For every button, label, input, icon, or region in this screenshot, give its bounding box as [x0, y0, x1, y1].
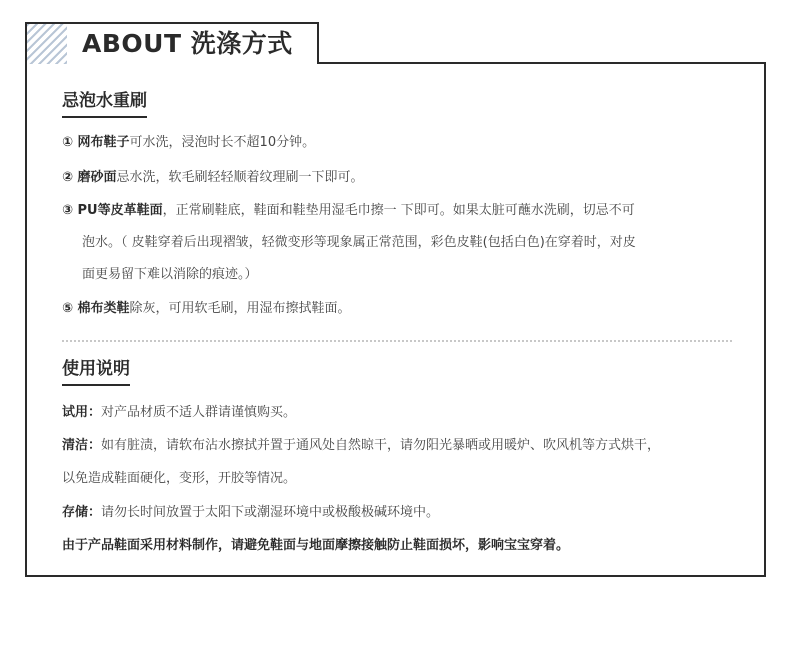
page-title: ABOUT 洗涤方式 — [82, 29, 293, 58]
text-line — [62, 300, 351, 318]
text-line-rest: 请勿长时间放置于太阳下或潮湿环境中或极酸极碱环境中。 — [101, 505, 440, 520]
text-line: 以免造成鞋面硬化，变形，开胶等情况。 — [62, 471, 297, 486]
content-box — [25, 62, 766, 577]
text-line-bold: 试用： — [62, 405, 102, 420]
text-line — [62, 437, 660, 455]
text-line-bold: ① 网布鞋子 — [62, 135, 130, 150]
text-line-rest: 对产品材质不适人群请谨慎购买。 — [101, 405, 297, 420]
text-line-rest: 除灰，可用软毛刷，用湿布擦拭鞋面。 — [129, 301, 351, 316]
header-tab — [25, 22, 319, 64]
text-line-bold: ⑤ 棉布类鞋 — [62, 301, 130, 316]
text-line: 泡水。（ 皮鞋穿着后出现褶皱，轻微变形等现象属正常范围，彩色皮鞋(包括白色)在穿着时，对皮 — [82, 235, 636, 250]
text-line-rest: 忌水洗，软毛刷轻轻顺着纹理刷一下即可。 — [116, 170, 364, 185]
text-line — [62, 169, 364, 187]
text-line-notice — [62, 537, 569, 555]
text-line — [62, 202, 635, 220]
text-line-rest: 可水洗，浸泡时长不超10分钟。 — [129, 135, 316, 150]
decorative-stripes — [27, 24, 67, 64]
section-title-usage: 使用说明 — [62, 358, 130, 386]
section-title-washing: 忌泡水重刷 — [62, 90, 147, 118]
text-line-bold: 存储： — [62, 505, 102, 520]
text-line — [62, 134, 315, 152]
text-line — [62, 504, 439, 522]
dotted-divider — [62, 340, 732, 342]
text-line-bold: ③ PU等皮革鞋面 — [62, 203, 163, 218]
text-line-bold: 清洁： — [62, 438, 102, 453]
text-line — [62, 404, 296, 422]
text-line-bold: ② 磨砂面 — [62, 170, 117, 185]
text-line-rest: ，正常刷鞋底，鞋面和鞋垫用湿毛巾擦一 下即可。如果太脏可蘸水洗刷，切忌不可 — [162, 203, 635, 218]
text-line-rest: 如有脏渍，请软布沾水擦拭并置于通风处自然晾干，请勿阳光暴晒或用暖炉、吹风机等方式烘干， — [101, 438, 661, 453]
text-line-bold: 由于产品鞋面采用材料制作，请避免鞋面与地面摩擦接触防止鞋面损坏，影响宝宝穿着。 — [62, 538, 570, 553]
text-line: 面更易留下难以消除的痕迹。） — [82, 267, 258, 282]
